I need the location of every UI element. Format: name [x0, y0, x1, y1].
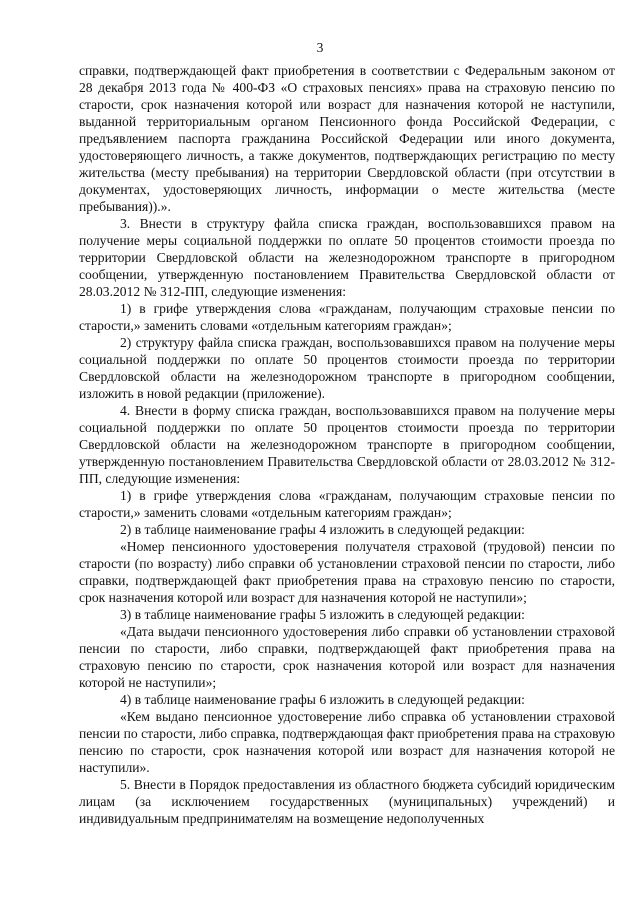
paragraph-7: 2) в таблице наименование графы 4 изложить в следующей редакции: — [120, 522, 525, 537]
paragraph-10: «Дата выдачи пенсионного удостоверения либо справки об установлении страховой пенсии по старости, либо справки, подтверждающей факт приобретения права на страховую пенсию по старости, срок назначения которой или возраст для назначения которой не наступили»; — [79, 624, 615, 690]
paragraph-2: 3. Внести в структуру файла списка граждан, воспользовавшихся правом на получение меры социальной поддержки по оплате 50 процентов стоимости проезда по территории Свердловской области на железнодорожном транспорте в пригородном сообщении, утвержденную постановлением Правительства Свердловской области от 28.03.2012 № 312-ПП, следующие изменения: — [79, 216, 615, 299]
paragraph-4: 2) структуру файла списка граждан, воспользовавшихся правом на получение меры социальной поддержки по оплате 50 процентов стоимости проезда по территории Свердловской области на железнодорожном транспорте в пригородном сообщении, изложить в новой редакции (приложение). — [79, 335, 615, 401]
paragraph-11: 4) в таблице наименование графы 6 изложить в следующей редакции: — [120, 692, 525, 707]
paragraph-12: «Кем выдано пенсионное удостоверение либо справка об установлении страховой пенсии по старости, либо справка, подтверждающая факт приобретения права на страховую пенсию по старости, срок назначения которой или возраст для назначения которой не наступили». — [79, 709, 615, 775]
page-number: 3 — [316, 40, 324, 55]
document-body — [79, 62, 615, 827]
paragraph-6: 1) в грифе утверждения слова «гражданам, получающим страховые пенсии по старости,» заменить словами «отдельным категориям граждан»; — [79, 488, 615, 520]
paragraph-9: 3) в таблице наименование графы 5 изложить в следующей редакции: — [120, 607, 525, 622]
paragraph-1: справки, подтверждающей факт приобретения в соответствии с Федеральным законом от 28 декабря 2013 года № 400-ФЗ «О страховых пенсиях» права на страховую пенсию по старости, срок назначения которой или возраст для назначения которой не наступили, выданной территориальным органом Пенсионного фонда Российской Федерации, с предъявлением паспорта гражданина Российской Федерации или иного документа, удостоверяющего личность, а также документов, подтверждающих регистрацию по месту жительства (месту пребывания) на территории Свердловской области (при отсутствии в документах, удостоверяющих личность, информации о месте жительства (месте пребывания)).». — [79, 63, 615, 214]
paragraph-8: «Номер пенсионного удостоверения получателя страховой (трудовой) пенсии по старости (по возрасту) либо справки об установлении страховой пенсии по старости, либо справки, подтверждающей факт приобретения права на страховую пенсию по старости, срок назначения которой или возраст для назначения которой не наступили»; — [79, 539, 615, 605]
paragraph-3: 1) в грифе утверждения слова «гражданам, получающим страховые пенсии по старости,» заменить словами «отдельным категориям граждан»; — [79, 301, 615, 333]
paragraph-5: 4. Внести в форму списка граждан, воспользовавшихся правом на получение меры социальной поддержки по оплате 50 процентов стоимости проезда по территории Свердловской области на железнодорожном транспорте в пригородном сообщении, утвержденную постановлением Правительства Свердловской области от 28.03.2012 № 312-ПП, следующие изменения: — [79, 403, 615, 486]
paragraph-13: 5. Внести в Порядок предоставления из областного бюджета субсидий юридическим лицам (за исключением государственных (муниципальных) учреждений) и индивидуальным предпринимателям на возмещение недополученных — [79, 777, 615, 826]
